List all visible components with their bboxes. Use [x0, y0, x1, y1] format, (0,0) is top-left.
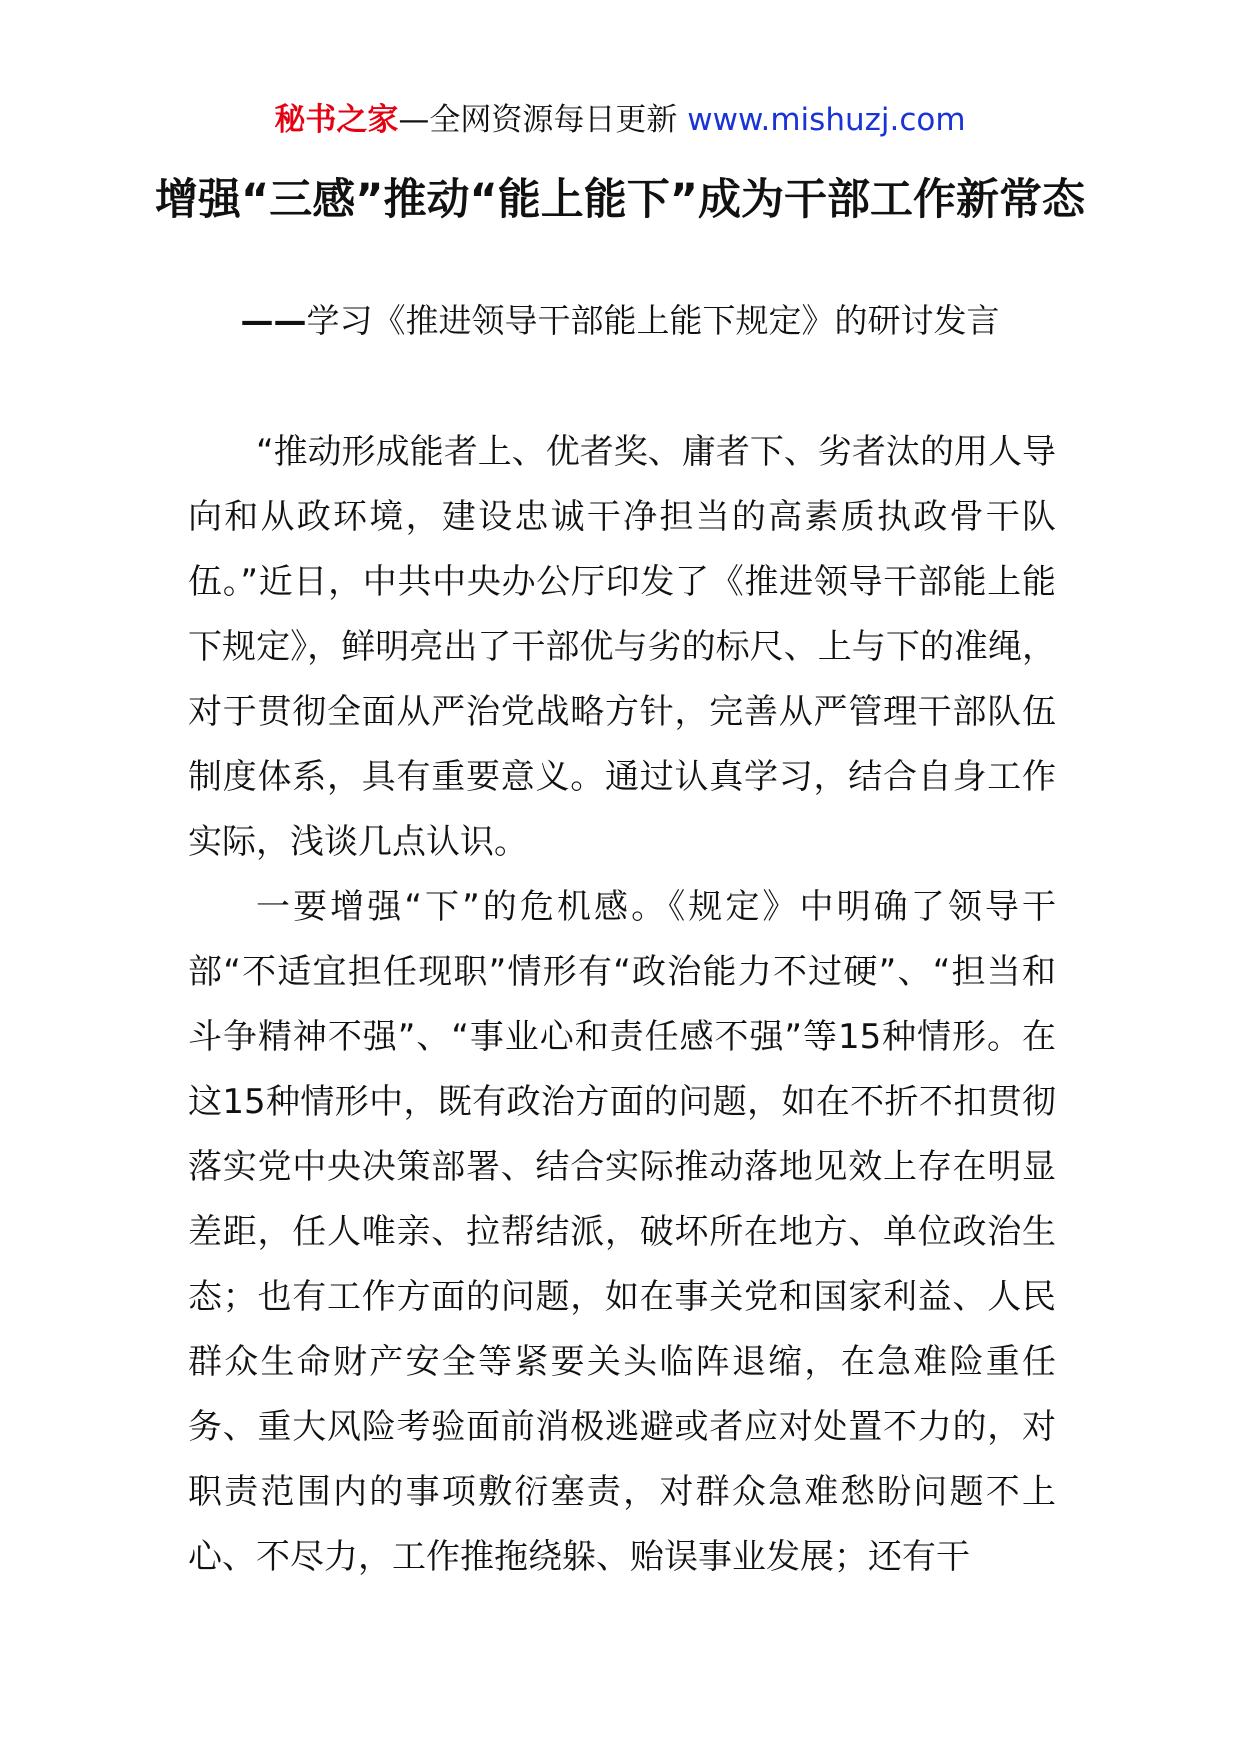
site-url-link[interactable]: www.mishuzj.com: [687, 102, 966, 138]
document-subtitle: [150, 298, 1090, 344]
subtitle-dash: ——: [240, 301, 307, 340]
site-header: [0, 100, 1240, 140]
brand-name: 秘书之家: [274, 102, 399, 138]
paragraph-section-one: 一要增强“下”的危机感。《规定》中明确了领导干部“不适宜担任现职”情形有“政治能力不过硬”、“担当和斗争精神不强”、“事业心和责任感不强”等15种情形。在这15种情形中，既有政治方面的问题，如在不折不扣贯彻落实党中央决策部署、结合实际推动落地见效上存在明显差距，任人唯亲、拉帮结派，破坏所在地方、单位政治生态；也有工作方面的问题，如在事关党和国家利益、人民群众生命财产安全等紧要关头临阵退缩，在急难险重任务、重大风险考验面前消极逃避或者应对处置不力的，对职责范围内的事项敷衍塞责，对群众急难愁盼问题不上心、不尽力，工作推拖绕躲、贻误事业发展；还有干: [188, 887, 1056, 1577]
document-title: 增强“三感”推动“能上能下”成为干部工作新常态: [154, 175, 1086, 225]
tagline: —全网资源每日更新: [398, 102, 678, 138]
subtitle-text: 学习《推进领导干部能上能下规定》的研讨发言: [306, 301, 1000, 340]
document-body: [188, 420, 1056, 1590]
paragraph-intro: “推动形成能者上、优者奖、庸者下、劣者汰的用人导向和从政环境，建设忠诚干净担当的高素质执政骨干队伍。”近日，中共中央办公厅印发了《推进领导干部能上能下规定》，鲜明亮出了干部优与劣的标尺、上与下的准绳，对于贯彻全面从严治党战略方针，完善从严管理干部队伍制度体系，具有重要意义。通过认真学习，结合自身工作实际，浅谈几点认识。: [188, 432, 1056, 862]
